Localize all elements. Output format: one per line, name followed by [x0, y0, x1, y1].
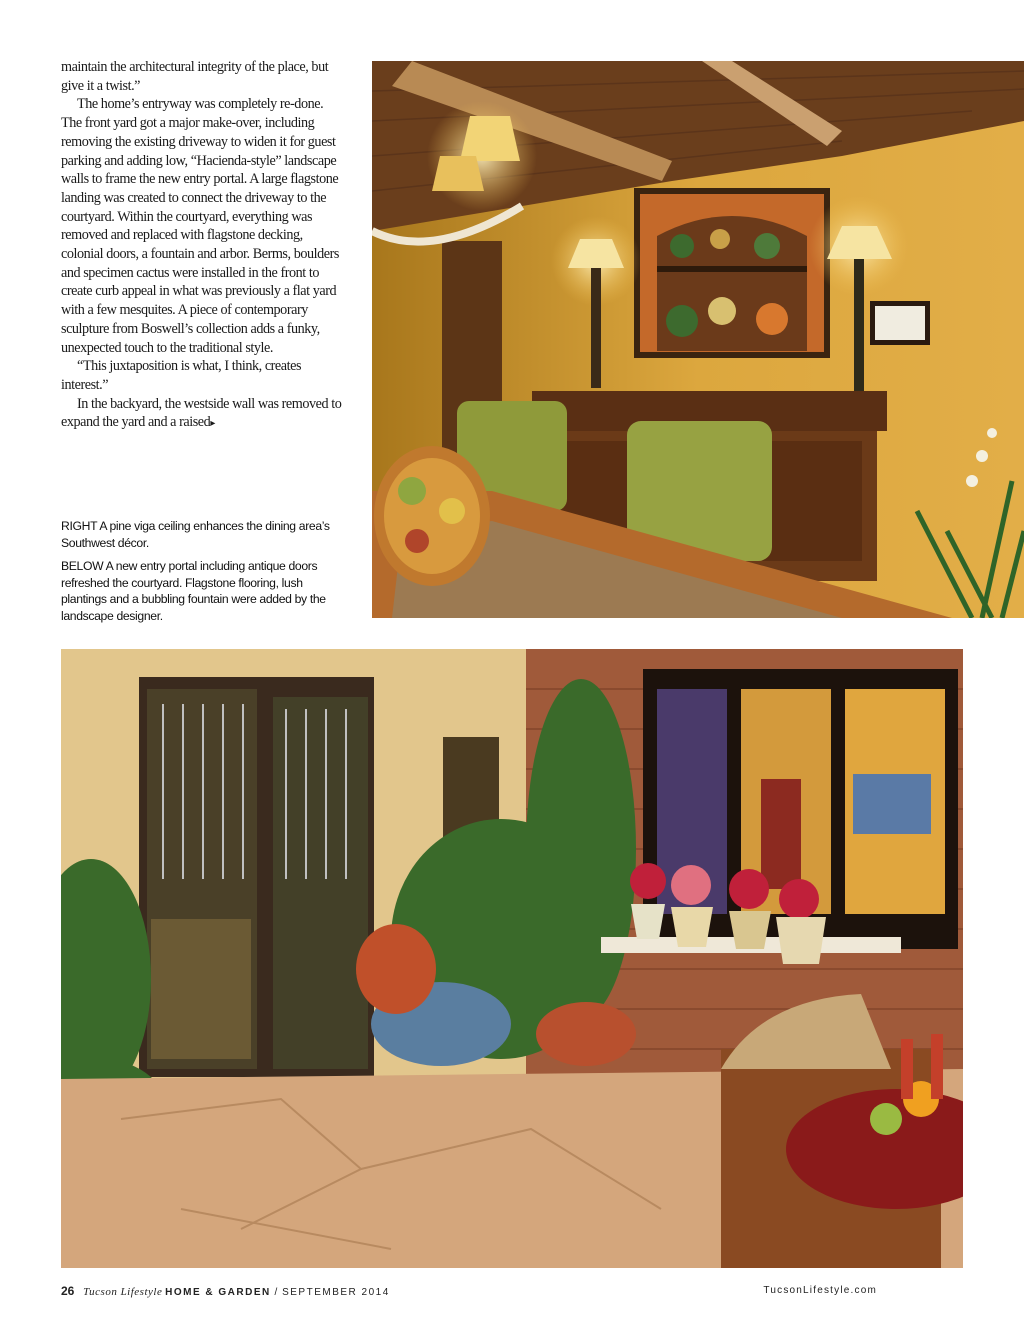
- caption-text: A pine viga ceiling enhances the dining area’s Southwest décor.: [61, 519, 330, 550]
- article-paragraph-text: In the backyard, the westside wall was removed to expand the yard and a raised: [61, 395, 342, 431]
- photo-captions: [61, 518, 351, 631]
- caption-below: [61, 558, 351, 624]
- dining-room-photo: [372, 61, 1024, 618]
- website-link: TucsonLifestyle.com: [763, 1285, 877, 1296]
- page-number: 26: [61, 1284, 75, 1298]
- caption-text: A new entry portal including antique doors refreshed the courtyard. Flagstone flooring, lush plantings and a bubbling fountain were added by the landscape designer.: [61, 559, 326, 623]
- article-paragraph: The home’s entryway was completely re-done. The front yard got a major make-over, including removing the existing driveway to widen it for guest parking and adding low, “Hacienda-style” landscape walls to frame the new entry portal. A large flagstone landing was created to connect the driveway to the courtyard. Within the courtyard, everything was removed and replaced with flagstone decking, colonial doors, a fountain and arbor. Berms, boulders and specimen cactus were installed in the front to create curb appeal in what was previously a flat yard with a few mesquites. A piece of contemporary sculpture from Boswell’s collection adds a funky, unexpected touch to the traditional style.: [61, 96, 339, 356]
- article-paragraph: “This juxtaposition is what, I think, creates interest.”: [61, 358, 302, 393]
- article-body: [61, 58, 343, 434]
- caption-right: [61, 518, 351, 551]
- magazine-title: Tucson Lifestyle: [83, 1286, 163, 1298]
- page-footer: [61, 1284, 961, 1302]
- article-paragraph: maintain the architectural integrity of the place, but give it a twist.”: [61, 59, 329, 94]
- article-paragraph-last: [61, 395, 343, 434]
- continue-arrow-icon: ▸: [210, 418, 215, 430]
- issue-date: SEPTEMBER 2014: [282, 1287, 390, 1298]
- caption-lead: BELOW: [61, 559, 104, 573]
- section-title: HOME & GARDEN: [165, 1287, 271, 1298]
- courtyard-photo: [61, 649, 963, 1268]
- footer-separator: /: [270, 1287, 283, 1298]
- caption-lead: RIGHT: [61, 519, 97, 533]
